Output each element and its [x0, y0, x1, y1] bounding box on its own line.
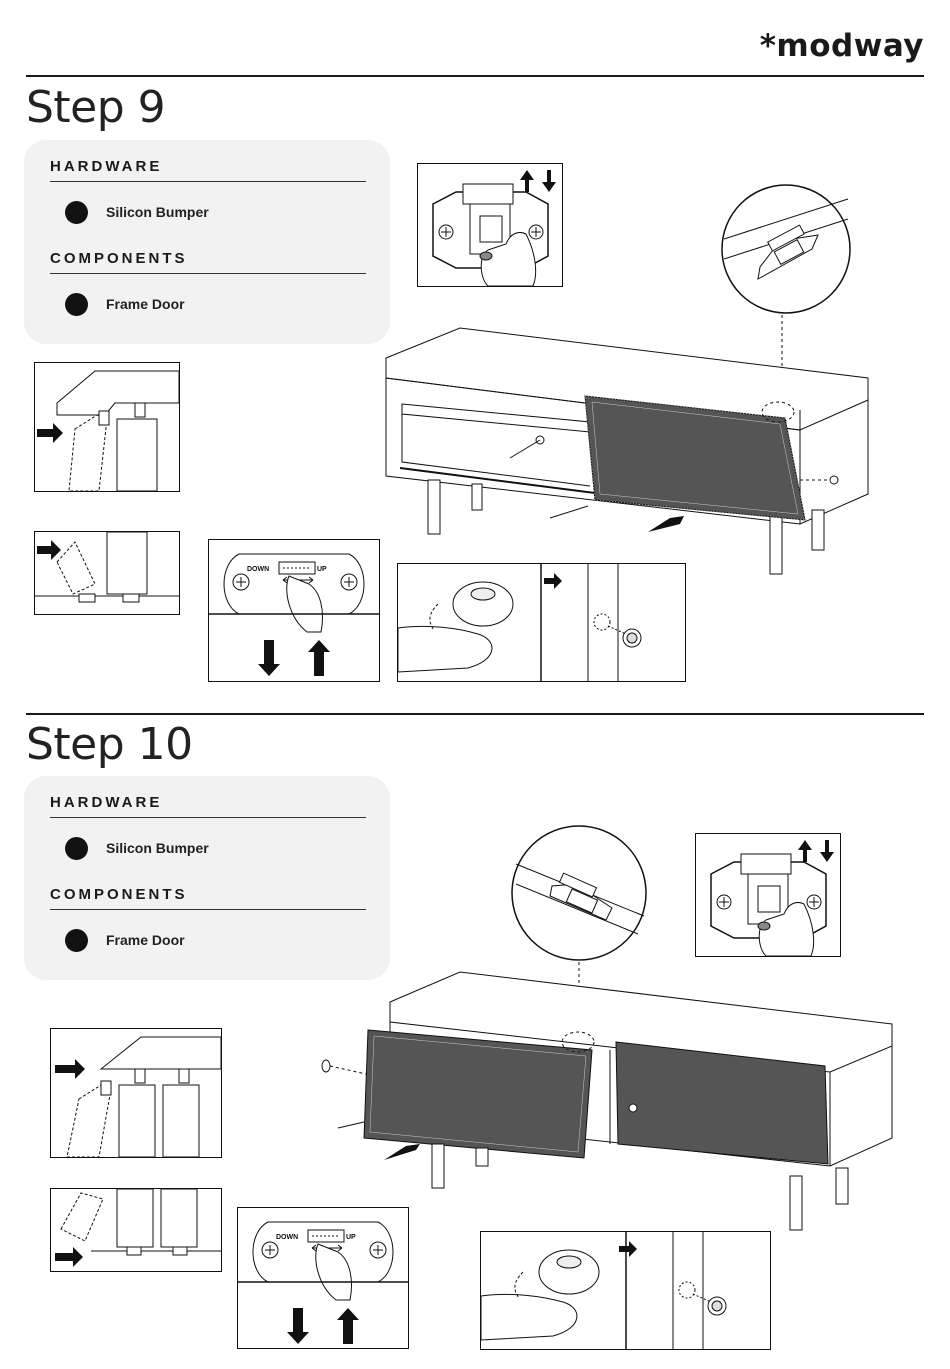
step-9-hinge-height-detail [208, 539, 380, 682]
step-10-bumper-install-detail [480, 1231, 771, 1350]
step-9-hinge-zoom-circle [720, 183, 852, 315]
step-9-parts-panel [24, 140, 390, 344]
step-10-hinge-height-detail [237, 1207, 409, 1349]
step-9-cabinet-illustration [380, 320, 880, 585]
silicon-bumper-icon [65, 201, 88, 224]
hardware-item-label: Silicon Bumper [106, 204, 209, 220]
hinge-up-label: UP [346, 1234, 356, 1241]
components-divider [50, 909, 366, 910]
hardware-heading: HARDWARE [50, 794, 163, 811]
brand-logo: *modway [759, 28, 924, 64]
components-item-label: Frame Door [106, 296, 185, 312]
hardware-item-label: Silicon Bumper [106, 840, 209, 856]
step-9-bumper-install-detail [397, 563, 686, 682]
header-divider [26, 75, 924, 77]
hardware-divider [50, 817, 366, 818]
components-heading: COMPONENTS [50, 886, 188, 903]
components-item-label: Frame Door [106, 932, 185, 948]
silicon-bumper-icon [65, 837, 88, 860]
step-10-parts-panel [24, 776, 390, 980]
components-heading: COMPONENTS [50, 250, 188, 267]
step-10-hinge-zoom-circle [510, 824, 648, 962]
frame-door-icon [65, 293, 88, 316]
step-10-door-angle-detail-2 [50, 1188, 222, 1272]
step-9-title: Step 9 [26, 82, 166, 133]
step-10-door-angle-detail-1 [50, 1028, 222, 1158]
step-10-title: Step 10 [26, 719, 193, 770]
hardware-divider [50, 181, 366, 182]
components-divider [50, 273, 366, 274]
hinge-down-label: DOWN [276, 1234, 299, 1241]
step-9-hinge-detail [417, 163, 563, 287]
hardware-heading: HARDWARE [50, 158, 163, 175]
frame-door-icon [65, 929, 88, 952]
step-10-cabinet-illustration [320, 968, 900, 1238]
hinge-down-label: DOWN [247, 566, 270, 573]
step-9-door-angle-detail-1 [34, 362, 180, 492]
hinge-up-label: UP [317, 566, 327, 573]
step-9-door-angle-detail-2 [34, 531, 180, 615]
step-divider [26, 713, 924, 715]
step-10-hinge-detail [695, 833, 841, 957]
